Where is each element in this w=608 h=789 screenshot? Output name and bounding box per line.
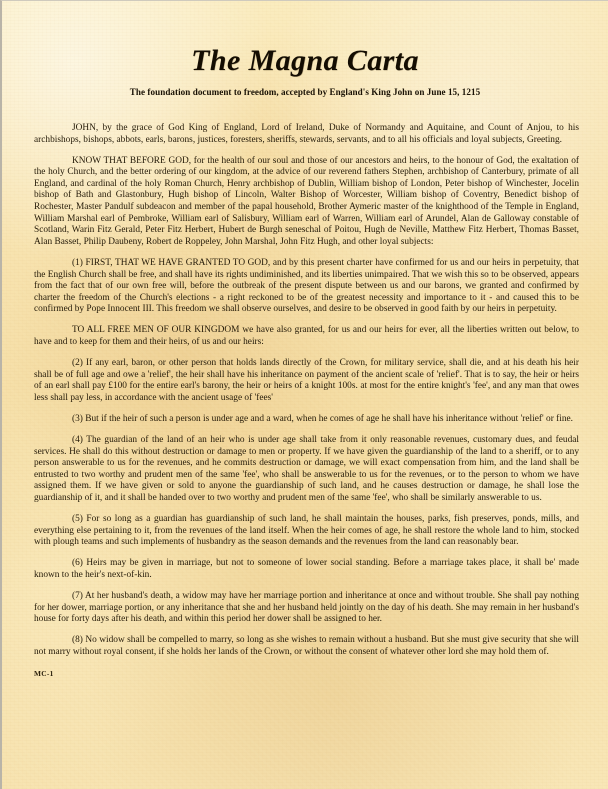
clause-7: (7) At her husband's death, a widow may have her marriage portion and inheritance at once and without trouble. She shall pay nothing for her dower, marriage portion, or any inheritance that she and her husband held jointly on the day of his death. She may remain in her husband's house for forty days after his death, and within this period her dower shall be assigned to her. [34,591,579,625]
clause-2: (2) If any earl, baron, or other person that holds lands directly of the Crown, for military service, shall die, and at his death his heir shall be of full age and owe a 'relief', the heir shall have his inheritance on payment of the ancient scale of 'relief'. That is to say, the heir or heirs of an earl shall pay £100 for the entire earl's barony, the heir or heirs of a knight 100s. at most for the entire knight's 'fee', and any man that owes less shall pay less, in accordance with the ancient usage of 'fees' [34,358,579,403]
clause-6: (6) Heirs may be given in marriage, but not to someone of lower social standing. Before a marriage takes place, it shall be' made known to the heir's next-of-kin. [34,558,579,580]
document-body [2,123,608,659]
page-mark: MC-1 [34,668,54,678]
document-title: The Magna Carta [191,44,419,77]
clause-4: (4) The guardian of the land of an heir who is under age shall take from it only reasonable revenues, customary dues, and feudal services. He shall do this without destruction or damage to men or property. If we have given the guardianship of the land to a sheriff, or to any person answerable to us for the revenues, and he commits destruction or damage, we will exact compensation from him, and the land shall be entrusted to two worthy and prudent men of the same 'fee', who shall be answerable to us for the revenues, or to the person to whom we have assigned them. If we have given or sold to anyone the guardianship of such land, and he causes destruction or damage, he shall lose the guardianship of it, and it shall be handed over to two worthy and prudent men of the same 'fee', who shall be similarly answerable to us. [34,435,579,504]
clause-8: (8) No widow shall be compelled to marry, so long as she wishes to remain without a husband. But she must give security that she will not marry without royal consent, if she holds her lands of the Crown, or without the consent of whatever other lord she may hold them of. [34,635,579,657]
paragraph-salutation: JOHN, by the grace of God King of England, Lord of Ireland, Duke of Normandy and Aquitaine, and Count of Anjou, to his archbishops, bishops, abbots, earls, barons, justices, foresters, sheriffs, stewards, servants, and to all his officials and loyal subjects, Greeting. [34,123,579,145]
clause-1: (1) FIRST, THAT WE HAVE GRANTED TO GOD, and by this present charter have confirmed for us and our heirs in perpetuity, that the English Church shall be free, and shall have its rights undiminished, and its liberties unimpaired. That we wish this so to be observed, appears from the fact that of our own free will, before the outbreak of the present dispute between us and our barons, we granted and confirmed by charter the freedom of the Church's elections - a right reckoned to be of the greatest necessity and importance to it - and caused this to be confirmed by Pope Innocent III. This freedom we shall observe ourselves, and desire to be observed in good faith by our heirs in perpetuity. [34,257,579,315]
paragraph-to-all-free-men: TO ALL FREE MEN OF OUR KINGDOM we have also granted, for us and our heirs for ever, all the liberties written out below, to have and to keep for them and their heirs, of us and our heirs: [34,325,579,347]
clause-3: (3) But if the heir of such a person is under age and a ward, when he comes of age he shall have his inheritance without 'relief' or fine. [72,413,574,424]
document-content [2,1,608,678]
document-subtitle: The foundation document to freedom, accepted by England's King John on June 15, 1215 [129,87,481,97]
paragraph-preamble: KNOW THAT BEFORE GOD, for the health of our soul and those of our ancestors and heirs, to the honour of God, the exaltation of the holy Church, and the better ordering of our kingdom, at the advice of our reverend fathers Stephen, archbishop of Canterbury, primate of all England, and cardinal of the holy Roman Church, Henry archbishop of Dublin, William bishop of London, Peter bishop of Winchester, Jocelin bishop of Bath and Glastonbury, Hugh bishop of Lincoln, Walter Bishop of Worcester, William bishop of Coventry, Benedict bishop of Rochester, Master Pandulf subdeacon and member of the papal household, Brother Aymeric master of the knighthood of the Temple in England, William Marshal earl of Pembroke, William earl of Salisbury, William earl of Warren, William earl of Arundel, Alan de Galloway constable of Scotland, Warin Fitz Gerald, Peter Fitz Herbert, Hubert de Burgh seneschal of Poitou, Hugh de Neville, Matthew Fitz Herbert, Thomas Basset, Alan Basset, Philip Daubeny, Robert de Roppeley, John Marshal, John Fitz Hugh, and other loyal subjects: [34,155,579,247]
clause-5: (5) For so long as a guardian has guardianship of such land, he shall maintain the houses, parks, fish preserves, ponds, mills, and everything else pertaining to it, from the revenues of the land itself. When the heir comes of age, he shall restore the whole land to him, stocked with plough teams and such implements of husbandry as the season demands and the revenues from the land can reasonably bear. [34,514,579,548]
